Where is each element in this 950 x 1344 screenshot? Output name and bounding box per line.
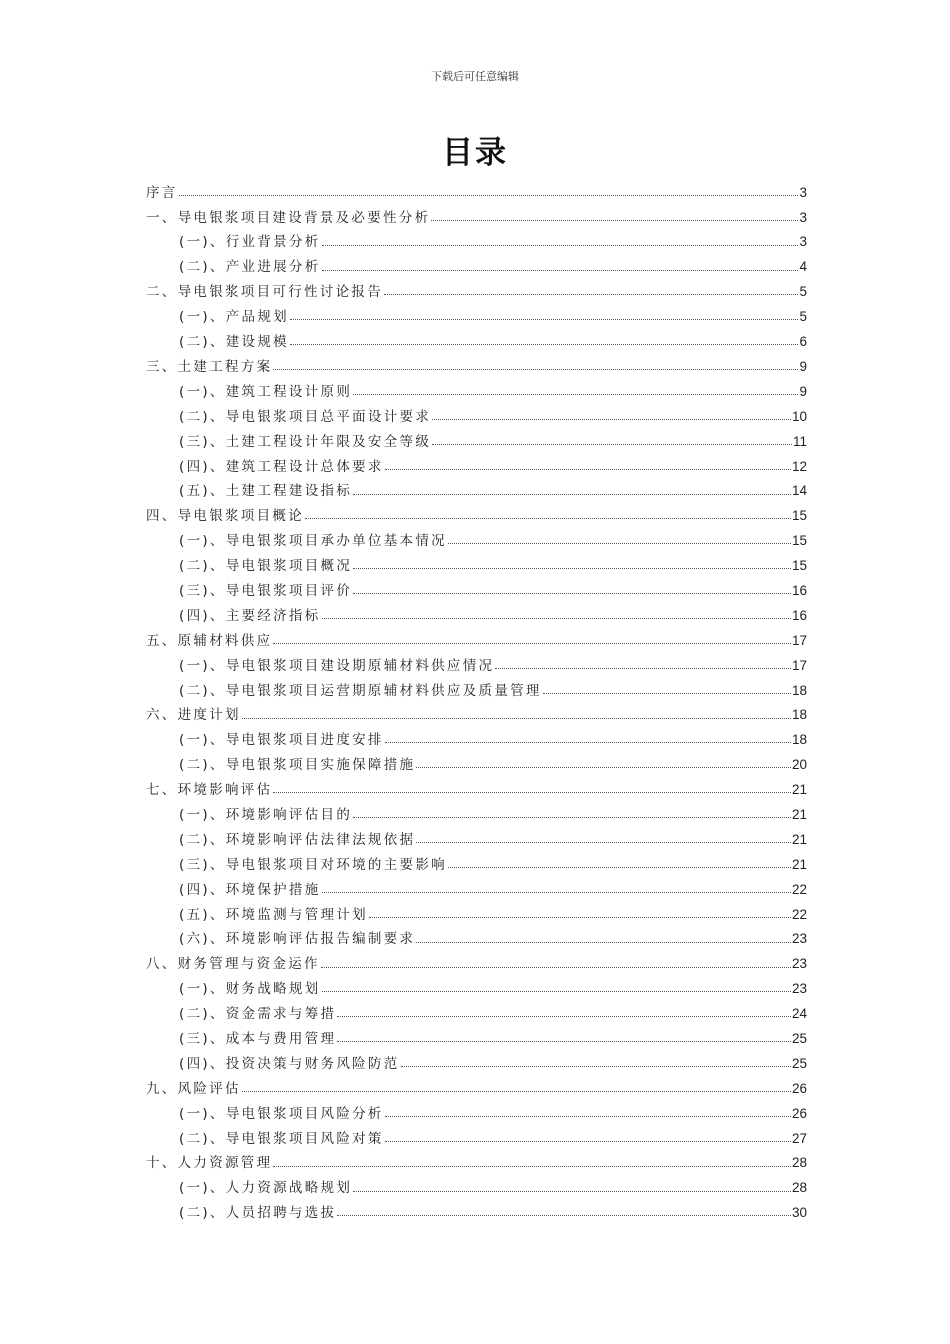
dot-leader [431,220,798,221]
toc-entry-label: (五)、土建工程建设指标 [179,483,353,500]
dot-leader [305,518,791,519]
toc-chapter-entry[interactable] [146,350,807,375]
toc-section-entry[interactable] [146,674,807,699]
toc-entry-label: (二)、建设规模 [179,334,289,351]
toc-entry-label: (二)、人员招聘与选拔 [179,1205,337,1222]
dot-leader [416,767,791,768]
toc-entry-label: (一)、导电银浆项目风险分析 [179,1105,384,1122]
toc-section-entry[interactable] [146,325,807,350]
toc-chapter-entry[interactable] [146,624,807,649]
toc-entry-label: (四)、建筑工程设计总体要求 [179,458,384,475]
dot-leader [385,742,791,743]
dot-leader [322,618,791,619]
dot-leader [273,792,791,793]
toc-page-number: 25 [791,1030,807,1046]
dot-leader [337,1215,791,1216]
toc-section-entry[interactable] [146,300,807,325]
toc-page-number: 25 [791,1055,807,1071]
toc-page-number: 28 [791,1155,807,1171]
toc-section-entry[interactable] [146,1047,807,1072]
toc-section-entry[interactable] [146,1122,807,1147]
toc-section-entry[interactable] [146,425,807,450]
toc-section-entry[interactable] [146,599,807,624]
dot-leader [290,319,799,320]
toc-section-entry[interactable] [146,375,807,400]
toc-page-number: 18 [791,732,807,748]
toc-entry-label: (二)、产业进展分析 [179,259,321,276]
toc-chapter-entry[interactable] [146,500,807,525]
toc-section-entry[interactable] [146,649,807,674]
dot-leader [353,494,791,495]
dot-leader [179,195,799,196]
toc-entry-label: 四、导电银浆项目概论 [146,508,304,525]
toc-chapter-entry[interactable] [146,176,807,201]
toc-section-entry[interactable] [146,873,807,898]
table-of-contents [146,176,807,1221]
toc-chapter-entry[interactable] [146,699,807,724]
toc-entry-label: (四)、环境保护措施 [179,881,321,898]
toc-page-number: 17 [791,632,807,648]
toc-chapter-entry[interactable] [146,773,807,798]
toc-entry-label: (一)、环境影响评估目的 [179,806,353,823]
toc-entry-label: 七、环境影响评估 [146,782,273,799]
toc-page-number: 10 [791,408,807,424]
toc-section-entry[interactable] [146,898,807,923]
toc-page-number: 21 [791,806,807,822]
toc-page-number: 12 [791,458,807,474]
toc-page-number: 26 [791,1080,807,1096]
toc-entry-label: 九、风险评估 [146,1080,241,1097]
toc-entry-label: (三)、导电银浆项目对环境的主要影响 [179,856,447,873]
toc-page-number: 15 [791,533,807,549]
toc-entry-label: (一)、导电银浆项目建设期原辅材料供应情况 [179,657,495,674]
toc-page-number: 26 [791,1105,807,1121]
toc-section-entry[interactable] [146,524,807,549]
dot-leader [337,1016,791,1017]
toc-page-number: 3 [799,234,807,250]
dot-leader [273,369,798,370]
toc-section-entry[interactable] [146,1197,807,1222]
toc-section-entry[interactable] [146,1097,807,1122]
dot-leader [543,693,791,694]
toc-page-number: 9 [799,358,807,374]
toc-chapter-entry[interactable] [146,201,807,226]
toc-entry-label: 五、原辅材料供应 [146,632,273,649]
toc-entry-label: (一)、产品规划 [179,309,289,326]
toc-page-number: 5 [799,284,807,300]
toc-page-number: 21 [791,782,807,798]
toc-chapter-entry[interactable] [146,1147,807,1172]
dot-leader [273,643,791,644]
toc-entry-label: (三)、成本与费用管理 [179,1030,337,1047]
toc-section-entry[interactable] [146,823,807,848]
toc-page-number: 3 [799,209,807,225]
dot-leader [322,892,791,893]
toc-entry-label: (三)、土建工程设计年限及安全等级 [179,433,432,450]
toc-section-entry[interactable] [146,450,807,475]
toc-entry-label: (六)、环境影响评估报告编制要求 [179,931,416,948]
toc-page-number: 5 [799,309,807,325]
toc-section-entry[interactable] [146,1022,807,1047]
toc-section-entry[interactable] [146,400,807,425]
toc-page-number: 20 [791,757,807,773]
toc-section-entry[interactable] [146,226,807,251]
toc-page-number: 28 [791,1180,807,1196]
toc-entry-label: (三)、导电银浆项目评价 [179,582,353,599]
dot-leader [448,867,791,868]
toc-section-entry[interactable] [146,549,807,574]
toc-page-number: 30 [791,1205,807,1221]
dot-leader [242,718,791,719]
page-header: 下载后可任意编辑 [431,70,519,83]
dot-leader [337,1041,791,1042]
dot-leader [416,942,791,943]
toc-page-number: 3 [799,184,807,200]
toc-entry-label: 六、进度计划 [146,707,241,724]
dot-leader [432,419,791,420]
toc-entry-label: 八、财务管理与资金运作 [146,956,320,973]
toc-chapter-entry[interactable] [146,276,807,301]
toc-entry-label: 一、导电银浆项目建设背景及必要性分析 [146,209,431,226]
toc-entry-label: 十、人力资源管理 [146,1155,273,1172]
toc-section-entry[interactable] [146,748,807,773]
toc-title: 目录 [442,135,508,171]
toc-entry-label: 二、导电银浆项目可行性讨论报告 [146,284,383,301]
dot-leader [321,967,791,968]
toc-chapter-entry[interactable] [146,948,807,973]
toc-page-number: 6 [799,334,807,350]
toc-page-number: 16 [791,607,807,623]
toc-entry-label: (一)、建筑工程设计原则 [179,383,353,400]
toc-entry-label: 序言 [146,184,178,201]
dot-leader [242,1091,791,1092]
toc-section-entry[interactable] [146,848,807,873]
dot-leader [384,294,798,295]
toc-page-number: 15 [791,558,807,574]
toc-page-number: 4 [799,259,807,275]
dot-leader [322,991,791,992]
dot-leader [353,817,791,818]
toc-section-entry[interactable] [146,798,807,823]
toc-entry-label: (二)、导电银浆项目总平面设计要求 [179,408,432,425]
dot-leader [273,1166,791,1167]
toc-section-entry[interactable] [146,997,807,1022]
dot-leader [353,593,791,594]
toc-section-entry[interactable] [146,251,807,276]
dot-leader [385,469,791,470]
toc-entry-label: (二)、环境影响评估法律法规依据 [179,831,416,848]
toc-page-number: 27 [791,1130,807,1146]
toc-page-number: 11 [792,433,807,449]
toc-page-number: 23 [791,931,807,947]
toc-entry-label: (四)、投资决策与财务风险防范 [179,1055,400,1072]
toc-entry-label: (二)、导电银浆项目风险对策 [179,1130,384,1147]
toc-section-entry[interactable] [146,574,807,599]
dot-leader [448,543,791,544]
toc-page-number: 22 [791,906,807,922]
toc-entry-label: (五)、环境监测与管理计划 [179,906,368,923]
dot-leader [385,1141,791,1142]
toc-page-number: 21 [791,856,807,872]
dot-leader [495,668,791,669]
toc-section-entry[interactable] [146,923,807,948]
dot-leader [385,1116,791,1117]
dot-leader [353,394,798,395]
dot-leader [416,842,791,843]
toc-entry-label: (二)、导电银浆项目实施保障措施 [179,757,416,774]
toc-entry-label: (二)、资金需求与筹措 [179,1006,337,1023]
toc-page-number: 9 [799,383,807,399]
dot-leader [353,1191,791,1192]
toc-section-entry[interactable] [146,475,807,500]
dot-leader [369,917,791,918]
toc-section-entry[interactable] [146,1172,807,1197]
toc-entry-label: 三、土建工程方案 [146,358,273,375]
dot-leader [401,1066,791,1067]
toc-entry-label: (一)、财务战略规划 [179,981,321,998]
toc-page-number: 23 [791,981,807,997]
toc-entry-label: (一)、导电银浆项目进度安排 [179,732,384,749]
toc-page-number: 17 [791,657,807,673]
toc-page-number: 14 [791,483,807,499]
toc-page-number: 16 [791,582,807,598]
toc-page-number: 24 [791,1006,807,1022]
toc-page-number: 18 [791,682,807,698]
toc-entry-label: (一)、人力资源战略规划 [179,1180,353,1197]
toc-page-number: 23 [791,956,807,972]
toc-page-number: 21 [791,831,807,847]
toc-entry-label: (一)、导电银浆项目承办单位基本情况 [179,533,447,550]
dot-leader [322,270,799,271]
toc-entry-label: (四)、主要经济指标 [179,607,321,624]
dot-leader [353,568,791,569]
dot-leader [290,344,799,345]
dot-leader [432,444,792,445]
toc-entry-label: (二)、导电银浆项目运营期原辅材料供应及质量管理 [179,682,542,699]
toc-page-number: 18 [791,707,807,723]
toc-section-entry[interactable] [146,973,807,998]
toc-entry-label: (一)、行业背景分析 [179,234,321,251]
toc-page-number: 15 [791,508,807,524]
toc-section-entry[interactable] [146,724,807,749]
toc-entry-label: (二)、导电银浆项目概况 [179,558,353,575]
toc-chapter-entry[interactable] [146,1072,807,1097]
dot-leader [322,245,799,246]
toc-page-number: 22 [791,881,807,897]
